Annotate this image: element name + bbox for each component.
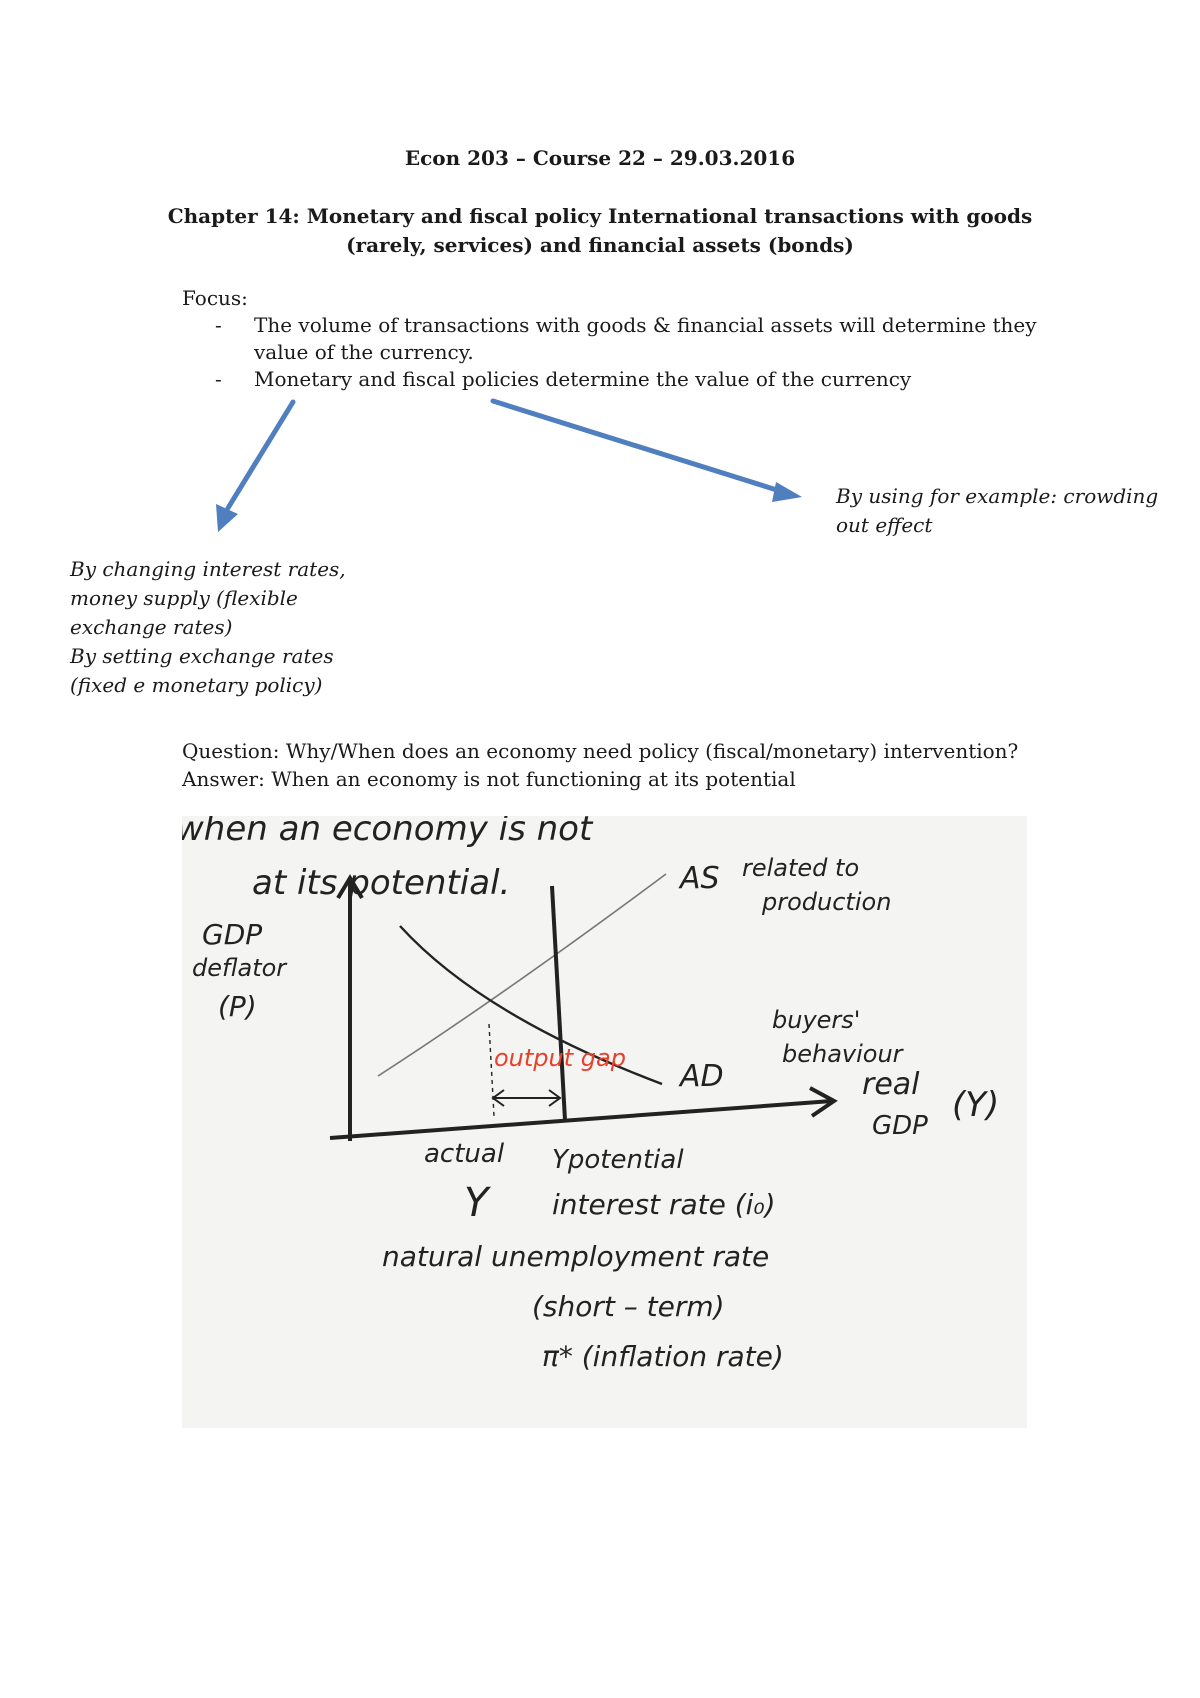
arrow-to-left-note <box>216 402 293 532</box>
as-note-line: production <box>762 888 892 916</box>
x-axis-label-line: (Y) <box>952 1085 1000 1125</box>
note-line: By changing interest rates, <box>70 557 346 581</box>
handwritten-graph <box>182 816 1027 1428</box>
handwritten-list-item: π* (inflation rate) <box>542 1340 784 1373</box>
gap-arrow <box>493 1090 560 1106</box>
bullet-text-continued: value of the currency. <box>254 340 474 364</box>
y-axis-label-line: (P) <box>218 990 257 1023</box>
axes <box>330 878 834 1141</box>
note-line: exchange rates) <box>70 615 233 639</box>
handwritten-list-item: interest rate (i₀) <box>552 1188 776 1221</box>
bullet-text: Monetary and fiscal policies determine the value of the currency <box>254 367 912 391</box>
chapter-line-1: Chapter 14: Monetary and fiscal policy International transactions with goods <box>167 204 1033 228</box>
handwritten-list-item: natural unemployment rate <box>382 1240 770 1273</box>
question-text: Question: Why/When does an economy need policy (fiscal/monetary) intervention? <box>182 739 1019 763</box>
bullet-dash: - <box>215 367 222 391</box>
actual-label-line: actual <box>424 1139 505 1169</box>
ad-label: AD <box>680 1059 724 1094</box>
x-axis <box>330 1101 832 1138</box>
note-line: out effect <box>836 513 933 537</box>
bullet-dash: - <box>215 313 222 337</box>
as-label: AS <box>680 861 720 896</box>
note-line: (fixed e monetary policy) <box>70 673 323 697</box>
ad-note-line: behaviour <box>782 1040 903 1068</box>
x-axis-label-line: real <box>862 1067 920 1102</box>
potential-label: Ypotential <box>552 1145 684 1175</box>
handwritten-graph-photo <box>182 816 1027 1428</box>
handwritten-list-item: (short – term) <box>532 1290 725 1323</box>
heading-line-2: at its potential. <box>252 863 511 903</box>
note-line: money supply (flexible <box>70 586 298 610</box>
question-answer <box>182 737 1018 793</box>
focus-label: Focus: <box>182 286 248 310</box>
bullet-text: The volume of transactions with goods & financial assets will determine they <box>254 313 1037 337</box>
y-axis-label-line: GDP <box>202 918 263 951</box>
chapter-line-2: (rarely, services) and financial assets (bonds) <box>346 233 854 257</box>
crowding-out-note <box>836 482 1166 540</box>
heading-line-1: when an economy is not <box>182 816 593 849</box>
x-axis-label-line: GDP <box>872 1111 928 1141</box>
answer-text: Answer: When an economy is not functioning at its potential <box>182 767 796 791</box>
potential-output-line <box>552 886 565 1120</box>
y-axis-label-line: deflator <box>192 954 287 982</box>
arrow-to-right-note <box>493 401 802 502</box>
as-note-line: related to <box>742 854 860 882</box>
interest-rates-note <box>70 555 370 700</box>
actual-label-line: Y <box>464 1180 489 1226</box>
note-line: By setting exchange rates <box>70 644 334 668</box>
note-line: By using for example: crowding <box>836 484 1159 508</box>
output-gap-label: output gap <box>494 1044 626 1072</box>
document-title: Econ 203 – Course 22 – 29.03.2016 <box>404 146 796 170</box>
ad-note-line: buyers' <box>772 1006 861 1034</box>
